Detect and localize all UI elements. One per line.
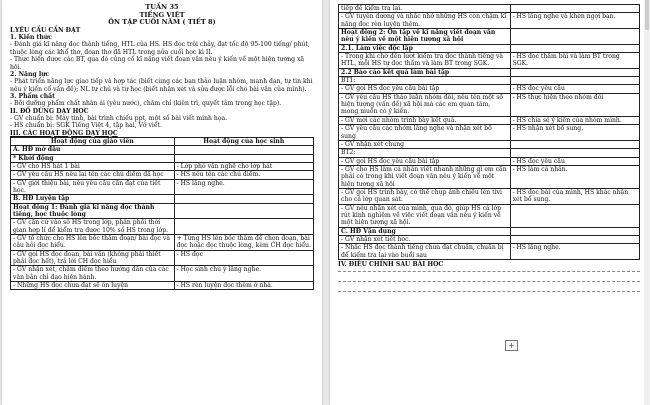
paragraph: - Thực hiện được các BT, qua đó củng cố kĩ năng viết đoạn văn nêu ý kiến về một hiện tượng xã hội. <box>10 56 305 71</box>
student-activity-cell <box>510 140 639 148</box>
teacher-activity-cell: C. HĐ Vận dụng <box>339 227 511 235</box>
table-header-teacher: Hoạt động của giáo viên <box>11 137 175 145</box>
teacher-activity-cell: - GV yêu cầu HS thảo luận nhóm đôi, nêu tên một số hiện tượng (vấn đề) xã hội mà các em quan tâm, mong muốn có ý kiến. <box>339 93 511 116</box>
teacher-activity-cell: - GV mời các nhóm trình bày kết quả. <box>339 116 511 124</box>
document-page-left <box>2 0 322 405</box>
paragraph: - Bồi dưỡng phẩm chất nhân ái (yêu nước), chăm chỉ (kiên trì, quyết tâm trong học tập). <box>10 100 282 108</box>
table-row <box>339 44 640 52</box>
student-activity-cell: - HS đọc yêu cầu <box>510 85 639 93</box>
table-row <box>339 29 640 45</box>
student-activity-cell <box>510 227 639 235</box>
student-activity-cell <box>510 29 639 45</box>
teacher-activity-cell: Hoạt động 2: Ôn tập về kĩ năng viết đoạn văn nêu ý kiến về một hiện tượng xã hội <box>339 29 511 45</box>
table-row <box>339 140 640 148</box>
dashed-line <box>338 281 640 288</box>
teacher-activity-cell: tiếp để kiểm tra lại. <box>339 5 511 13</box>
paragraph: - GV chuẩn bị: Máy tính, bài trình chiếu ppt, một số bài viết minh họa. <box>10 114 228 122</box>
add-row-button[interactable]: + <box>505 340 518 351</box>
activity-table-left <box>10 137 314 291</box>
teacher-activity-cell: BT2: <box>339 149 511 157</box>
teacher-activity-cell: - GV nhận xét tiết học. <box>339 235 511 243</box>
table-row <box>339 204 640 227</box>
section-heading: III. CÁC HOẠT ĐỘNG DẠY HỌC <box>10 129 118 137</box>
teacher-activity-cell: - GV nhận xét, chấm điểm theo hướng dẫn của các văn bản chỉ đạo hiện hành. <box>11 266 175 282</box>
student-activity-cell <box>510 68 639 76</box>
student-activity-cell: - HS nêu tên các chủ điểm. <box>174 171 313 179</box>
teacher-activity-cell: - Những HS đọc chưa đạt sẽ ôn luyện <box>11 282 175 290</box>
table-row <box>339 85 640 93</box>
subsection-heading: 3. Phẩm chất <box>10 92 55 100</box>
teacher-activity-cell: - GV cho HS hát 1 bài <box>11 162 175 170</box>
document-page-right <box>330 0 648 405</box>
student-activity-cell: - HS lắng nghe. <box>174 179 313 195</box>
student-activity-cell <box>174 219 313 235</box>
teacher-activity-cell: - GV gọi HS đọc yêu cầu bài tập <box>339 85 511 93</box>
teacher-activity-cell: - GV yêu cầu các nhóm lắng nghe và nhận xét bổ sung <box>339 125 511 141</box>
footer-heading: IV. ĐIỀU CHỈNH SAU BÀI HỌC <box>338 261 444 268</box>
week-title: TUẦN 35 <box>145 3 179 11</box>
teacher-activity-cell: - GV tuyên dương và nhắc nhở những HS còn chậm kĩ năng đọc rèn luyện thêm. <box>339 13 511 29</box>
student-activity-cell: - HS đọc yêu cầu <box>510 157 639 165</box>
dashed-line <box>338 271 640 278</box>
table-row <box>339 227 640 235</box>
table-row <box>339 165 640 188</box>
table-row <box>339 93 640 116</box>
paragraph: - Phát triển năng lực giao tiếp và hợp tác (biết cùng các bạn thảo luận nhóm, mạnh dạn, tự tin khi nêu ý kiến cổ vấn đề); NL tự chủ và tự học (biết nhận xét và sửa được lỗi cho bài văn của mình). <box>10 78 313 93</box>
table-row <box>11 179 314 195</box>
teacher-activity-cell: - GV giới thiệu bài, nêu yêu cầu cần đạt của tiết học. <box>11 179 175 195</box>
table-row <box>339 53 640 69</box>
teacher-activity-cell: - GV gọi HS đọc đoạn, bài văn (không phải thiết phải đọc hết), trả lời CH đọc hiểu <box>11 250 175 266</box>
student-activity-cell <box>510 44 639 52</box>
student-activity-cell <box>510 235 639 243</box>
table-row <box>11 282 314 290</box>
teacher-activity-cell: BT1: <box>339 77 511 85</box>
teacher-activity-cell: - GV gọi HS đọc yêu cầu bài tập <box>339 157 511 165</box>
table-row <box>11 162 314 170</box>
table-row <box>11 203 314 219</box>
teacher-activity-cell: - GV yêu cầu HS nêu lại tên các chủ điểm đã học <box>11 171 175 179</box>
student-activity-cell: - HS lắng nghe và khen ngợi bạn. <box>510 13 639 29</box>
subject-title: TIẾNG VIỆT <box>139 10 185 19</box>
teacher-activity-cell: - GV căn cứ vào số HS trong lớp, phân phối thời gian hợp lí để kiểm tra được 10% số HS trong lớp. <box>11 219 175 235</box>
teacher-activity-cell: 2.1. Làm việc độc lập <box>339 44 511 52</box>
table-row <box>339 13 640 29</box>
teacher-activity-cell: - GV cho HS làm cá nhân viết nhanh những gì em cần phải có trong khi viết đoạn văn nêu ý kiến về một hiện tượng xã hội <box>339 165 511 188</box>
student-activity-cell <box>510 77 639 85</box>
student-activity-cell: - HS đọc thầm bài và làm BT trong SGK. <box>510 53 639 69</box>
teacher-activity-cell: - GV nhận xét chung <box>339 140 511 148</box>
table-row <box>339 5 640 13</box>
teacher-activity-cell: A. HĐ mở đầu <box>11 146 175 154</box>
student-activity-cell: - HS làm cá nhân. <box>510 165 639 188</box>
dashed-line <box>338 291 640 298</box>
table-row <box>339 125 640 141</box>
table-row <box>339 149 640 157</box>
student-activity-cell <box>510 204 639 227</box>
teacher-activity-cell: - Nhắc HS đọc thành tiếng chưa đạt chuẩn, chuẩn bị để kiểm tra lại vào buổi sau <box>339 244 511 260</box>
table-row <box>339 157 640 165</box>
lesson-title: ÔN TẬP CUỐI NĂM ( TIẾT 8) <box>108 18 216 27</box>
table-row <box>339 188 640 204</box>
student-activity-cell: - HS đọc <box>174 250 313 266</box>
student-activity-cell: - HS lắng nghe. <box>510 244 639 260</box>
student-activity-cell: - HS thực hiện theo nhóm đôi <box>510 93 639 116</box>
vertical-scrollbar[interactable] <box>644 0 650 405</box>
subsection-heading: 1. Kiến thức <box>10 34 52 42</box>
student-activity-cell: - HS rèn luyện đọc thêm ở nhà. <box>174 282 313 290</box>
table-row <box>339 235 640 243</box>
teacher-activity-cell: B. HĐ Luyện tập <box>11 195 175 203</box>
table-row <box>339 77 640 85</box>
table-row <box>11 219 314 235</box>
student-activity-cell <box>174 195 313 203</box>
table-row <box>11 250 314 266</box>
teacher-activity-cell: - Trong khi chờ đến lượt kiểm tra đọc thành tiếng và HTL, mỗi HS tự đọc thầm và làm BT trong SGK. <box>339 53 511 69</box>
student-activity-cell <box>510 5 639 13</box>
table-row <box>11 154 314 162</box>
student-activity-cell: - Lớp phó văn nghệ cho lớp hát <box>174 162 313 170</box>
table-header-student: Hoạt động của học sinh <box>174 137 313 145</box>
student-activity-cell: - HS chia sẻ ý kiến của nhóm mình. <box>510 116 639 124</box>
student-activity-cell <box>174 154 313 162</box>
table-row <box>339 116 640 124</box>
student-activity-cell: - HS đọc bài của mình, HS khác nhận xét bổ sung. <box>510 188 639 204</box>
activity-table-right <box>338 4 640 260</box>
teacher-activity-cell: * Khởi động <box>11 154 175 162</box>
student-activity-cell <box>174 203 313 219</box>
student-activity-cell: - HS nhận xét bổ sung. <box>510 125 639 141</box>
teacher-activity-cell: - GV gọi HS trình bày, có thể chụp ảnh chiếu lên tivi cho cả lớp quan sát. <box>339 188 511 204</box>
paragraph: - HS chuẩn bị: SGK Tiếng Việt 4, tập hai, Vở viết. <box>10 122 162 130</box>
subsection-heading: 2. Năng lực <box>10 70 50 78</box>
scrollbar-thumb[interactable] <box>645 0 649 30</box>
teacher-activity-cell: Hoạt động 1: Đánh giá kĩ năng đọc thành tiếng, học thuộc lòng <box>11 203 175 219</box>
teacher-activity-cell: - GV tổ chức cho HS lên bốc thăm đoạn/ bài đọc và câu hỏi đọc hiểu. <box>11 235 175 251</box>
teacher-activity-cell: 2.2 Báo cáo kết quả làm bài tập <box>339 68 511 76</box>
table-row <box>11 195 314 203</box>
table-row <box>11 171 314 179</box>
student-activity-cell <box>174 146 313 154</box>
table-row <box>339 68 640 76</box>
paragraph: - Đánh giá kĩ năng đọc thành tiếng, HTL của HS. HS đọc trôi chảy, đạt tốc độ 95-100 tiếng/ phút, thuộc lòng các khổ thơ, đoạn thơ đã HTL trong nửa cuối học kì II. <box>10 41 310 56</box>
section-heading: I.YÊU CẦU CẦN ĐẠT <box>10 26 81 34</box>
table-row <box>11 146 314 154</box>
table-row <box>339 244 640 260</box>
student-activity-cell: - Học sinh chú ý lắng nghe. <box>174 266 313 282</box>
student-activity-cell: + Từng HS lên bốc thăm để chọn đoạn, bài đọc hoặc đọc thuộc lòng, kèm CH đọc hiểu. <box>174 235 313 251</box>
table-row <box>11 266 314 282</box>
section-heading: II. ĐỒ DÙNG DẠY HỌC <box>10 107 89 115</box>
student-activity-cell <box>510 149 639 157</box>
table-row <box>11 235 314 251</box>
teacher-activity-cell: - GV nêu nhận xét của mình, qua đó, giúp HS cả lớp rút kinh nghiệm về việc viết đoạn văn nêu ý kiến về một hiện tượng xã hội. <box>339 204 511 227</box>
